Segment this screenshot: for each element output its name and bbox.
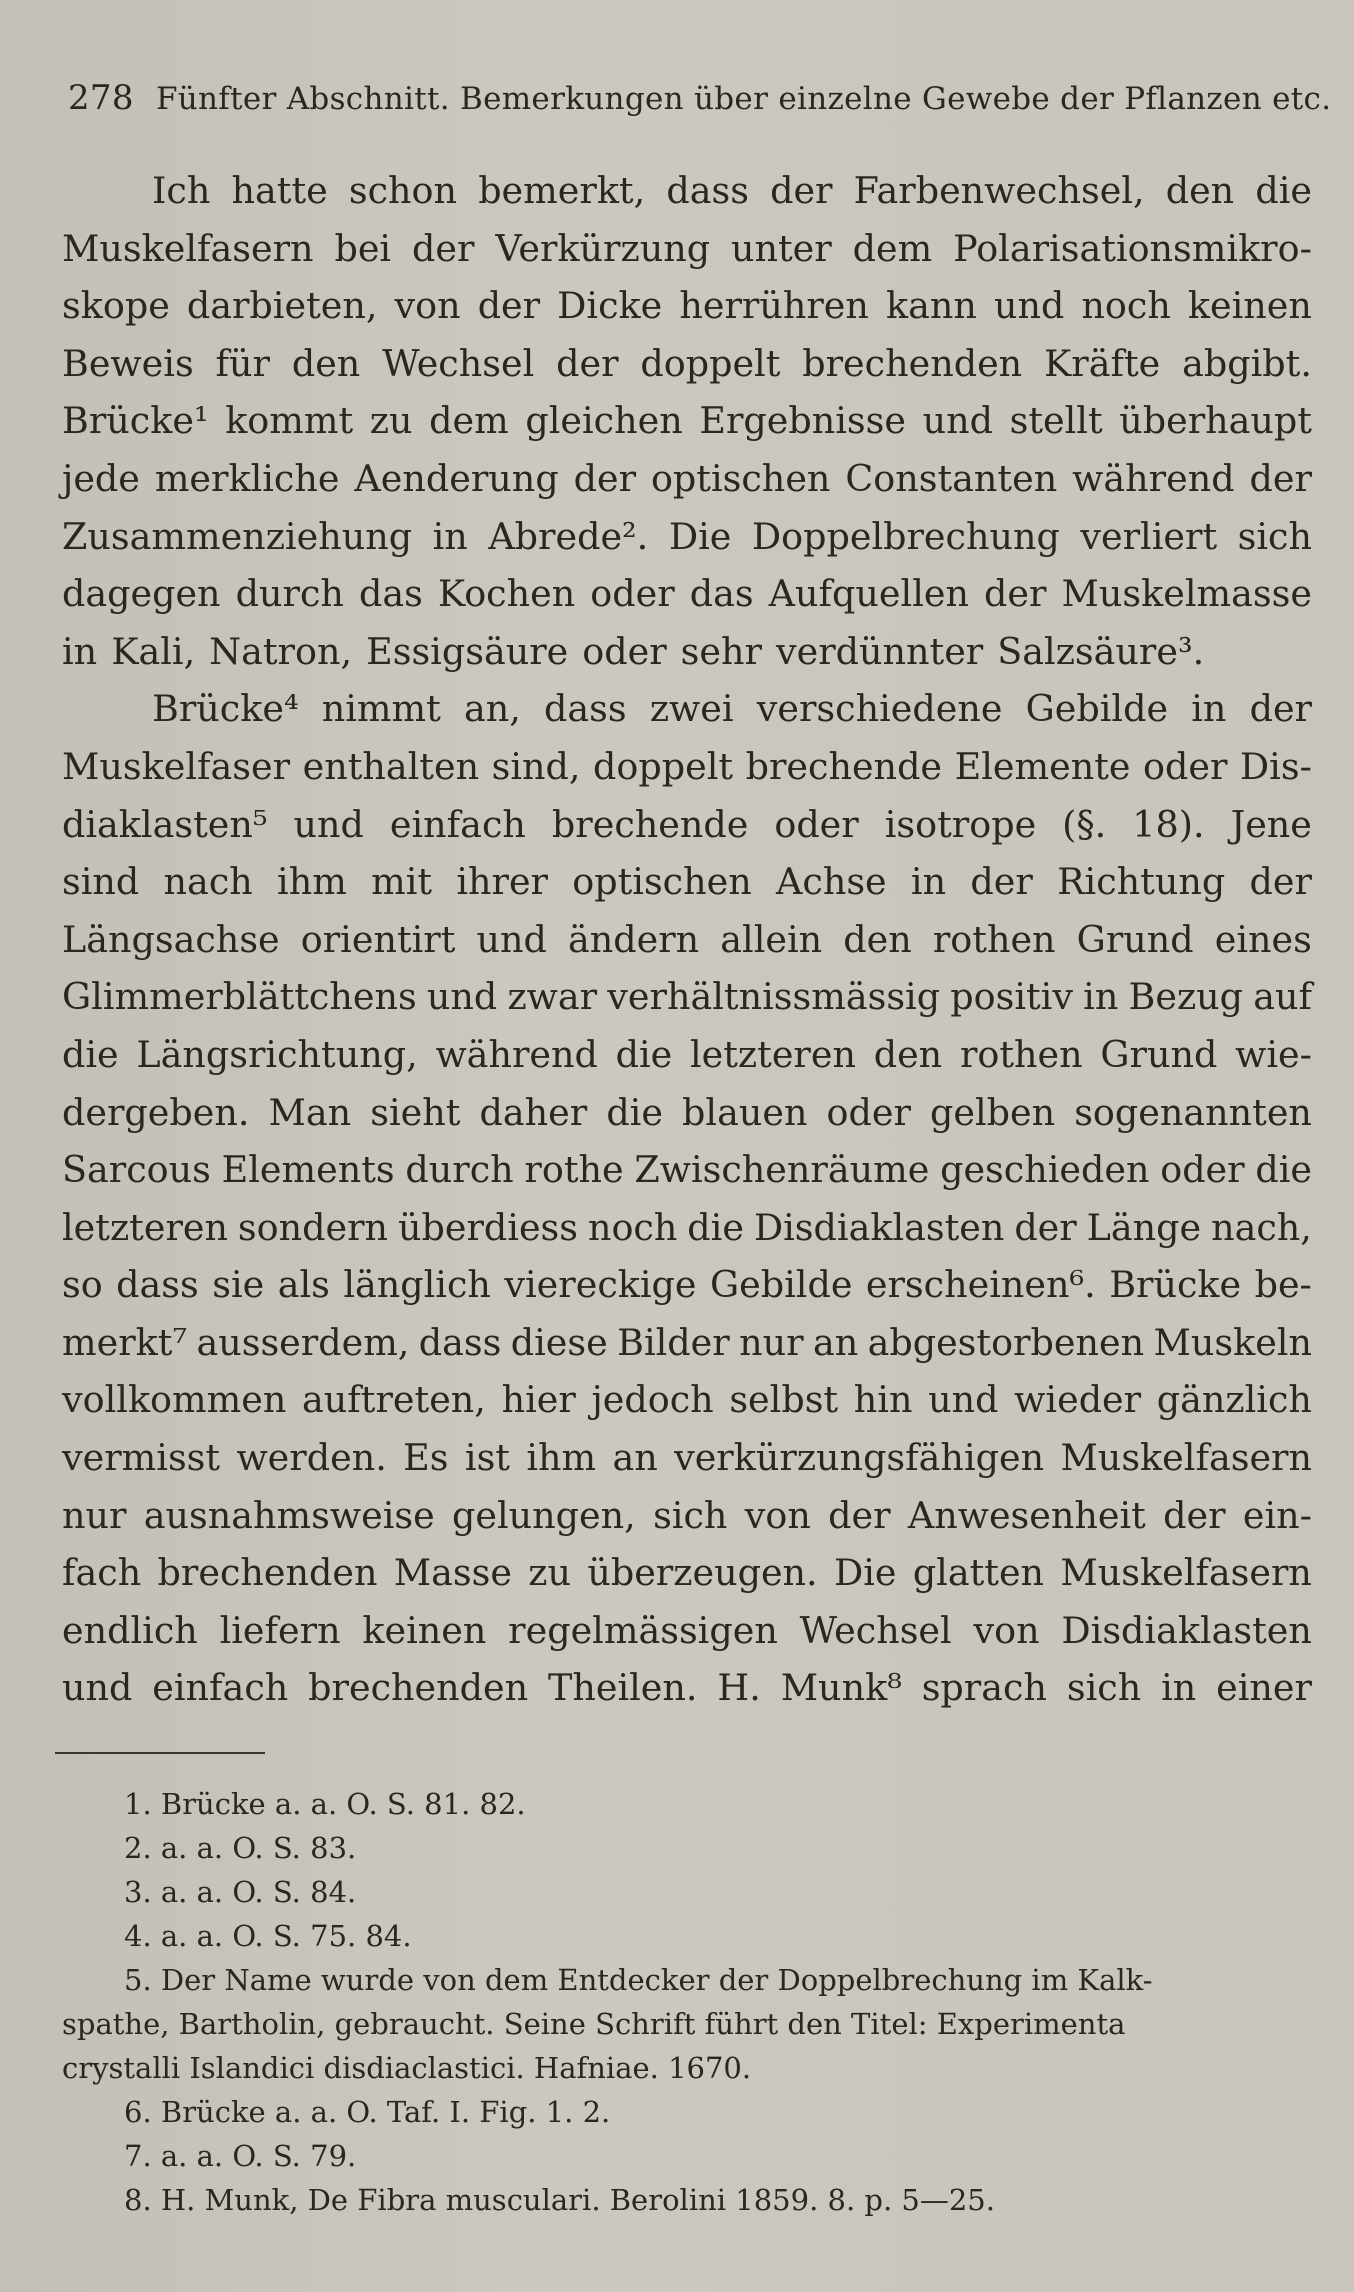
footnote-line: 4. a. a. O. S. 75. 84.	[124, 1919, 412, 1953]
body-text	[62, 162, 1312, 1717]
body-line: letzteren sondern überdiess noch die Disdiaklasten der Länge nach,	[62, 1205, 1312, 1249]
body-line: Muskelfaser enthalten sind, doppelt brechende Elemente oder Dis-	[62, 744, 1312, 788]
body-line: Beweis für den Wechsel der doppelt brechenden Kräfte abgibt.	[62, 341, 1312, 385]
body-line: so dass sie als länglich viereckige Gebilde erscheinen⁶. Brücke be-	[62, 1263, 1312, 1307]
footnote-line: 6. Brücke a. a. O. Taf. I. Fig. 1. 2.	[124, 2095, 611, 2129]
footnote-rule	[55, 1752, 265, 1754]
footnote-line: 2. a. a. O. S. 83.	[124, 1831, 357, 1865]
body-line: in Kali, Natron, Essigsäure oder sehr verdünnter Salzsäure³.	[62, 629, 1205, 673]
footnote-line: crystalli Islandici disdiaclastici. Hafniae. 1670.	[62, 2051, 752, 2085]
body-line: diaklasten⁵ und einfach brechende oder isotrope (§. 18). Jene	[62, 802, 1312, 846]
body-line: Längsachse orientirt und ändern allein den rothen Grund eines	[62, 917, 1312, 961]
page-number: 278	[68, 78, 134, 118]
body-line: dagegen durch das Kochen oder das Aufquellen der Muskelmasse	[62, 572, 1312, 616]
body-line: Muskelfasern bei der Verkürzung unter dem Polarisationsmikro-	[62, 226, 1312, 270]
footnote-line: 8. H. Munk, De Fibra musculari. Berolini 1859. 8. p. 5—25.	[124, 2183, 995, 2217]
body-line: vollkommen auftreten, hier jedoch selbst hin und wieder gänzlich	[62, 1378, 1312, 1422]
body-line: Brücke¹ kommt zu dem gleichen Ergebnisse und stellt überhaupt	[62, 399, 1312, 443]
body-line: endlich liefern keinen regelmässigen Wechsel von Disdiaklasten	[62, 1608, 1312, 1652]
footnote-line: 5. Der Name wurde von dem Entdecker der Doppelbrechung im Kalk-	[124, 1963, 1153, 1997]
body-line: die Längsrichtung, während die letzteren den rothen Grund wie-	[62, 1032, 1312, 1076]
footnote-line: 7. a. a. O. S. 79.	[124, 2139, 357, 2173]
body-line: nur ausnahmsweise gelungen, sich von der Anwesenheit der ein-	[62, 1493, 1312, 1537]
body-line: Ich hatte schon bemerkt, dass der Farbenwechsel, den die	[152, 169, 1312, 212]
body-line: fach brechenden Masse zu überzeugen. Die glatten Muskelfasern	[62, 1551, 1312, 1595]
footnote-line: 1. Brücke a. a. O. S. 81. 82.	[124, 1787, 526, 1821]
body-line: Glimmerblättchens und zwar verhältnissmässig positiv in Bezug auf	[62, 975, 1312, 1019]
footnote-line: spathe, Bartholin, gebraucht. Seine Schrift führt den Titel: Experimenta	[62, 2007, 1126, 2041]
body-line: skope darbieten, von der Dicke herrühren kann und noch keinen	[62, 284, 1312, 328]
body-line: Brücke⁴ nimmt an, dass zwei verschiedene Gebilde in der	[152, 687, 1312, 731]
body-line: jede merkliche Aenderung der optischen Constanten während der	[62, 456, 1312, 500]
body-line: Zusammenziehung in Abrede². Die Doppelbrechung verliert sich	[62, 514, 1312, 558]
running-header	[68, 78, 1332, 118]
body-line: vermisst werden. Es ist ihm an verkürzungsfähigen Muskelfasern	[62, 1436, 1312, 1480]
body-line: sind nach ihm mit ihrer optischen Achse in der Richtung der	[62, 860, 1312, 904]
body-line: merkt⁷ ausserdem, dass diese Bilder nur an abgestorbenen Muskeln	[62, 1320, 1312, 1364]
body-line: Sarcous Elements durch rothe Zwischenräume geschieden oder die	[62, 1148, 1312, 1192]
body-line: dergeben. Man sieht daher die blauen oder gelben sogenannten	[62, 1090, 1312, 1134]
running-title: Fünfter Abschnitt. Bemerkungen über einzelne Gewebe der Pflanzen etc.	[155, 81, 1332, 117]
body-line: und einfach brechenden Theilen. H. Munk⁸ sprach sich in einer	[62, 1666, 1312, 1710]
footnote-line: 3. a. a. O. S. 84.	[124, 1875, 357, 1909]
footnotes	[62, 1782, 1312, 2222]
